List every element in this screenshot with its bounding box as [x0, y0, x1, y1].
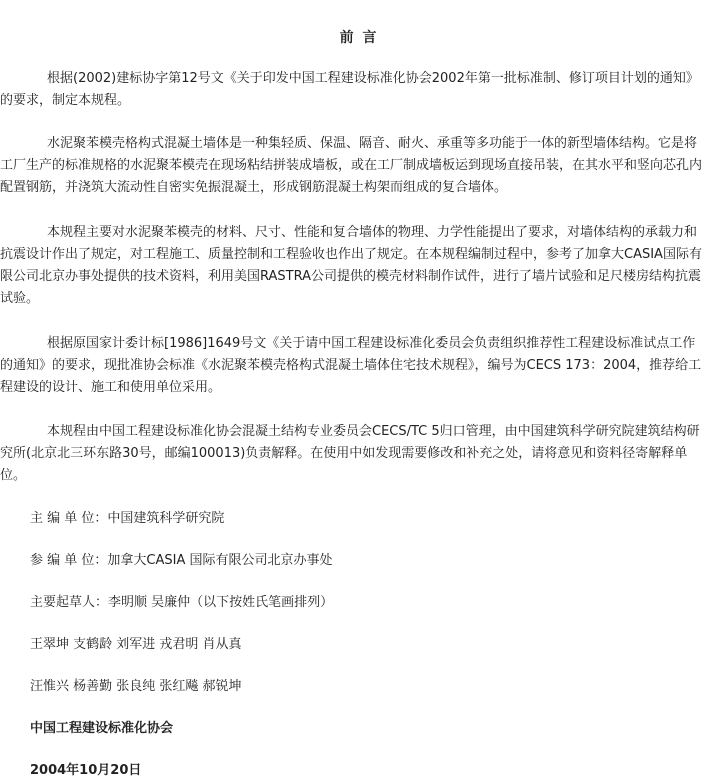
- paragraph-management: 本规程由中国工程建设标准化协会混凝土结构专业委员会CECS/TC 5归口管理，由中国建筑科学研究院建筑结构研究所(北京北三环东路30号，邮编100013)负责解释。在使用中如发现需要修改和补充之处，请将意见和资料径寄解释单位。: [0, 424, 700, 483]
- drafters-line-2: 汪惟兴 杨善勤 张良纯 张红飚 郝锐坤: [30, 679, 242, 694]
- drafters-line-1: 王翠坤 支鹤龄 刘军进 戎君明 肖从真: [30, 637, 242, 652]
- main-drafters: 主要起草人：李明顺 吴廉仲（以下按姓氏笔画排列）: [30, 595, 334, 610]
- page-title: 前 言: [339, 30, 379, 46]
- paragraph-scope: 本规程主要对水泥聚苯模壳的材料、尺寸、性能和复合墙体的物理、力学性能提出了要求，对墙体结构的承载力和抗震设计作出了规定，对工程施工、质量控制和工程验收也作出了规定。在本规程编制过程中，参考了加拿大CASIA国际有限公司北京办事处提供的技术资料，利用美国RASTRA公司提供的模壳材料制作试件，进行了墙片试验和足尺楼房结构抗震试验。: [0, 225, 702, 306]
- paragraph-wall-description: 水泥聚苯模壳格构式混凝土墙体是一种集轻质、保温、隔音、耐火、承重等多功能于一体的新型墙体结构。它是将工厂生产的标准规格的水泥聚苯模壳在现场粘结拼装成墙板，或在工厂制成墙板运到现场直接吊装，在其水平和竖向芯孔内配置钢筋，并浇筑大流动性自密实免振混凝土，形成钢筋混凝土构架而组成的复合墙体。: [0, 136, 703, 195]
- paragraph-basis: 根据(2002)建标协字第12号文《关于印发中国工程建设标准化协会2002年第一批标准制、修订项目计划的通知》的要求，制定本规程。: [0, 71, 699, 108]
- issuer: 中国工程建设标准化协会: [30, 721, 174, 736]
- paragraph-approval: 根据原国家计委计标[1986]1649号文《关于请中国工程建设标准化委员会负责组织推荐性工程建设标准试点工作的通知》的要求，现批准协会标准《水泥聚苯模壳格构式混凝土墙体住宅技术规程》，编号为CECS 173：2004，推荐给工程建设的设计、施工和使用单位采用。: [0, 336, 702, 395]
- chief-editor-unit: 主 编 单 位：中国建筑科学研究院: [30, 511, 225, 526]
- issue-date: 2004年10月20日: [30, 763, 142, 778]
- participating-unit: 参 编 单 位：加拿大CASIA 国际有限公司北京办事处: [30, 553, 333, 568]
